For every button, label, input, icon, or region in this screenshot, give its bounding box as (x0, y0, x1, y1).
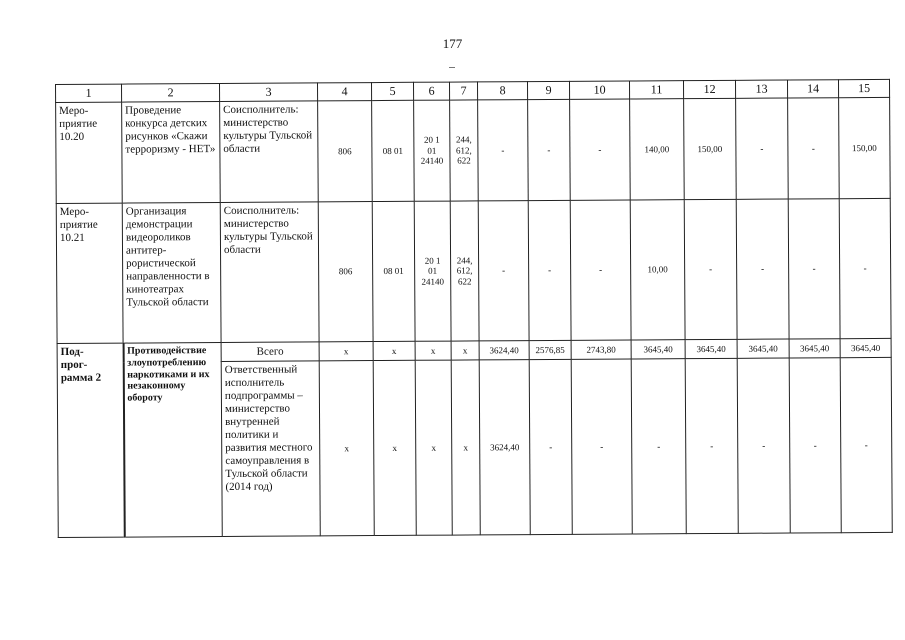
event-code-cell: Меро- приятие 10.21 (56, 203, 123, 343)
table-cell: х (373, 341, 415, 360)
table-cell: 3645,40 (789, 339, 840, 358)
table-cell: х (451, 360, 480, 535)
table-cell: - (478, 201, 529, 341)
header-cell: 3 (219, 83, 317, 102)
header-cell: 15 (838, 79, 889, 97)
scan-mark (449, 67, 455, 68)
table-cell: х (415, 341, 451, 360)
table-cell: 140,00 (630, 99, 685, 200)
header-cell: 14 (787, 80, 838, 98)
page-number: 177 (442, 36, 463, 51)
table-cell: - (788, 199, 840, 339)
table-cell: 806 (318, 101, 373, 202)
header-cell: 1 (56, 84, 122, 102)
header-cell: 7 (449, 82, 477, 100)
table-cell: - (528, 200, 571, 340)
table-cell: - (570, 99, 631, 200)
table-cell: 2576,85 (529, 340, 571, 359)
table-cell: - (788, 98, 840, 199)
table-cell: 3645,40 (631, 340, 685, 359)
table-cell: - (571, 359, 632, 534)
header-cell: 2 (122, 83, 220, 102)
header-cell: 6 (413, 82, 449, 100)
table-cell: - (736, 199, 789, 339)
table-cell: - (478, 100, 529, 201)
table-row-event-10-21 (56, 198, 891, 343)
header-cell: 12 (683, 80, 735, 98)
table-cell: 3645,40 (737, 339, 789, 358)
table-cell: х (451, 341, 479, 360)
table-cell: 150,00 (684, 98, 737, 199)
table-cell: 3624,40 (479, 341, 529, 360)
table-cell: - (684, 199, 737, 339)
table-cell: 20 1 01 24140 (414, 100, 451, 201)
header-cell: 9 (527, 81, 569, 99)
table-cell: 150,00 (839, 97, 891, 198)
table-cell: - (736, 98, 789, 199)
table-cell: - (737, 358, 790, 533)
table-cell: - (789, 358, 841, 533)
event-name-cell: Организация демонстрации видеороликов антитер-рористической направленности в кинотеатрах Тульской области (122, 202, 221, 343)
table-cell: 3645,40 (840, 338, 891, 357)
table-cell: х (319, 342, 373, 361)
table-cell: х (319, 361, 374, 536)
total-label-cell: Всего (221, 342, 319, 362)
table-cell: 3645,40 (685, 339, 737, 358)
executor-cell: Ответственный исполнитель подпрограммы – министерство внутренней политики и развития местного самоуправления в Тульской области (2014 год) (221, 361, 320, 537)
table-cell: - (840, 357, 892, 532)
table-cell: 806 (318, 202, 373, 342)
table-cell: 20 1 01 24140 (414, 201, 451, 341)
table-cell: - (631, 359, 686, 534)
table-cell: - (529, 359, 572, 534)
table-cell: х (415, 360, 452, 535)
table-cell: - (685, 358, 738, 533)
budget-table (55, 79, 893, 538)
table-cell: - (528, 99, 571, 200)
table-cell: 08 01 (372, 100, 415, 201)
executor-cell: Соисполнитель: министерство культуры Тульской области (220, 101, 319, 203)
table-cell: 244, 612, 622 (450, 100, 479, 201)
table-cell: - (570, 200, 631, 340)
table-cell: 244, 612, 622 (450, 201, 479, 341)
header-cell: 4 (317, 83, 371, 101)
header-cell: 10 (569, 81, 629, 99)
executor-cell: Соисполнитель: министерство культуры Тульской области (220, 202, 319, 343)
subprogram-code-cell: Под- прог- рамма 2 (57, 343, 124, 537)
header-cell: 13 (735, 80, 787, 98)
table-cell: 10,00 (630, 200, 685, 340)
table-cell: 2743,80 (571, 340, 631, 359)
table-cell: 08 01 (372, 201, 415, 341)
table-cell: 3624,40 (479, 360, 530, 535)
subprogram-name-cell: Противодействие злоупотреблению наркотиками и их незаконному обороту (123, 342, 222, 537)
event-name-cell: Проведение конкурса детских рисунков «Скажи терроризму - НЕТ» (122, 101, 221, 203)
header-cell: 11 (629, 81, 683, 99)
table-row-event-10-20 (56, 97, 891, 203)
table-cell: - (839, 198, 891, 338)
table-cell: х (373, 360, 416, 535)
event-code-cell: Меро- приятие 10.20 (56, 102, 123, 203)
header-cell: 5 (371, 82, 413, 100)
header-cell: 8 (477, 82, 527, 100)
